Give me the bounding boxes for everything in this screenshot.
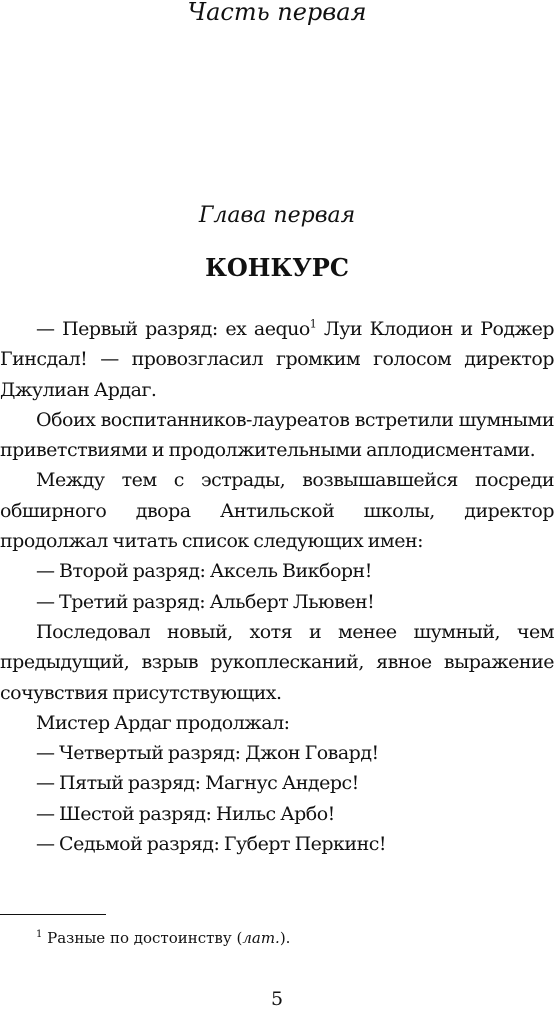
paragraph-3: Между тем с эстрады, возвышавшейся посреди обширного двора Антильской школы, директор продолжал читать список следующих имен: <box>0 469 554 553</box>
part-title: Часть первая <box>187 0 367 26</box>
footnote-abbreviation: лат. <box>242 929 280 947</box>
paragraph-10: — Шестой разряд: Нильс Арбо! <box>36 802 335 825</box>
paragraph-8: — Четвертый разряд: Джон Говард! <box>36 742 379 765</box>
paragraph-9: — Пятый разряд: Магнус Андерс! <box>36 772 359 795</box>
paragraph-5: — Третий разряд: Альберт Льювен! <box>36 590 375 613</box>
paragraph-4: — Второй разряд: Аксель Викборн! <box>36 560 372 583</box>
paragraph-1-end: Луи Клодион и Роджер Гинсдал! — провозгласил громким голосом директор Джулиан Ардаг. <box>0 318 554 401</box>
footnote-text-start: Разные по достоинству ( <box>42 929 243 947</box>
chapter-label: Глава первая <box>198 203 356 228</box>
paragraph-7: Мистер Ардаг продолжал: <box>36 711 290 734</box>
paragraph-1 <box>0 314 554 405</box>
footnote-reference: 1 <box>309 317 317 331</box>
paragraph-2: Обоих воспитанников-лауреатов встретили шумными приветствиями и продолжительными аплодисментами. <box>0 408 554 462</box>
footnote-text-end: ). <box>279 929 291 947</box>
paragraph-1-start: — Первый разряд: ex aequo <box>36 318 310 340</box>
footnote-divider <box>0 914 106 915</box>
footnote <box>36 927 290 949</box>
paragraph-11: — Седьмой разряд: Губерт Перкинс! <box>36 833 387 856</box>
paragraph-6: Последовал новый, хотя и менее шумный, чем предыдущий, взрыв рукоплесканий, явное выражение сочувствия присутствующих. <box>0 620 554 704</box>
chapter-body <box>0 314 554 859</box>
page-number: 5 <box>270 988 284 1010</box>
footnote-marker: 1 <box>36 929 43 940</box>
chapter-title: КОНКУРС <box>205 253 349 282</box>
